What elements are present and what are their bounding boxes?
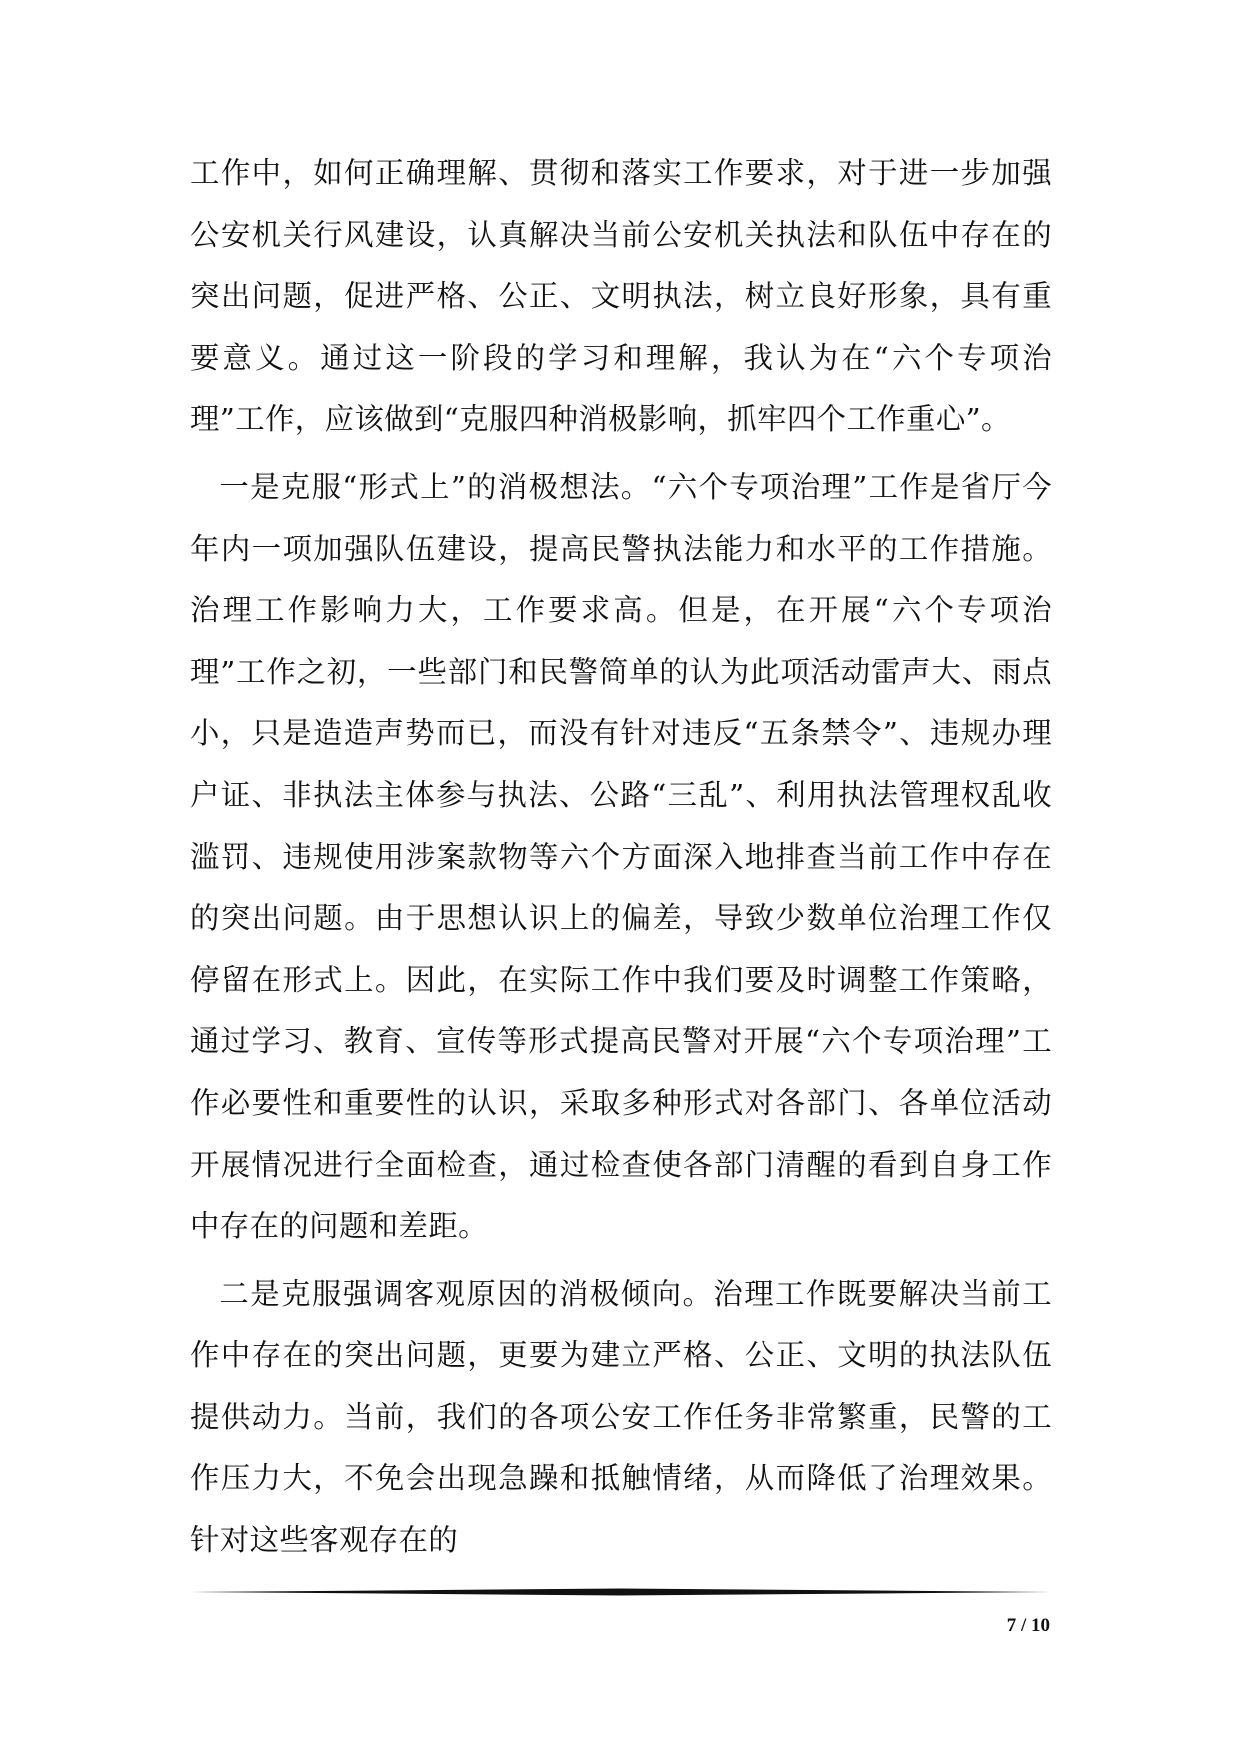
paragraph-point-one: 一是克服“形式上”的消极想法。“六个专项治理”工作是省厅今年内一项加强队伍建设，提高民警执法能力和水平的工作措施。治理工作影响力大，工作要求高。但是，在开展“六个专项治理”工作之初，一些部门和民警简单的认为此项活动雷声大、雨点小，只是造造声势而已，而没有针对违反“五条禁令”、违规办理户证、非执法主体参与执法、公路“三乱”、利用执法管理权乱收滥罚、违规使用涉案款物等六个方面深入地排查当前工作中存在的突出问题。由于思想认识上的偏差，导致少数单位治理工作仅停留在形式上。因此，在实际工作中我们要及时调整工作策略，通过学习、教育、宣传等形式提高民警对开展“六个专项治理”工作必要性和重要性的认识，采取多种形式对各部门、各单位活动开展情况进行全面检查，通过检查使各部门清醒的看到自身工作中存在的问题和差距。 [190, 469, 1052, 1244]
page-number: 7 / 10 [1006, 1615, 1050, 1636]
paragraph-continuation: 工作中，如何正确理解、贯彻和落实工作要求，对于进一步加强公安机关行风建设，认真解决当前公安机关执法和队伍中存在的突出问题，促进严格、公正、文明执法，树立良好形象，具有重要意义。通过这一阶段的学习和理解，我认为在“六个专项治理”工作，应该做到“克服四种消极影响，抓牢四个工作重心”。 [190, 156, 1052, 437]
footer-rule [190, 1588, 1052, 1596]
document-body [190, 143, 1052, 1572]
paragraph-point-two: 二是克服强调客观原因的消极倾向。治理工作既要解决当前工作中存在的突出问题，更要为建立严格、公正、文明的执法队伍提供动力。当前，我们的各项公安工作任务非常繁重，民警的工作压力大，不免会出现急躁和抵触情绪，从而降低了治理效果。针对这些客观存在的 [190, 1276, 1052, 1558]
